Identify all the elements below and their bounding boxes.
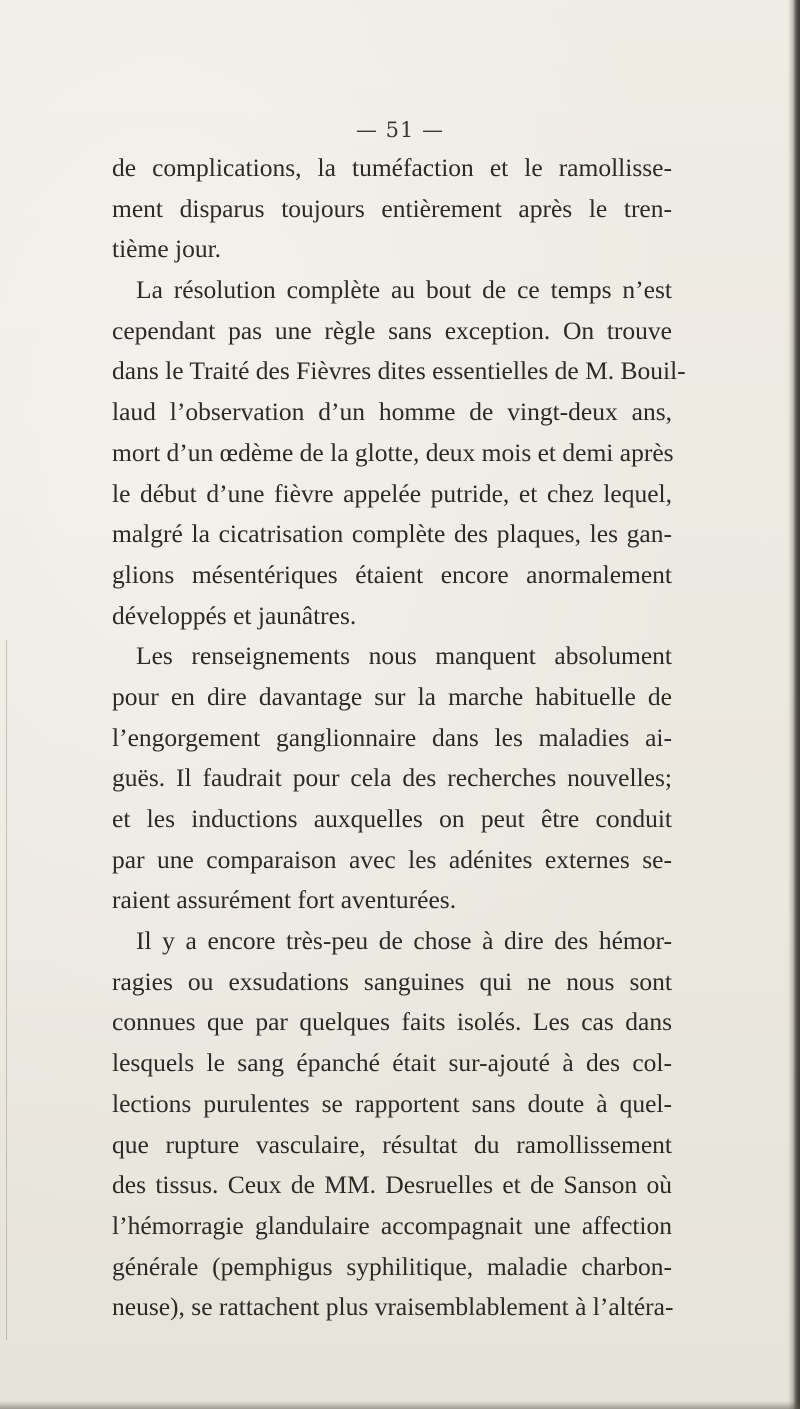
page-edge-shadow bbox=[788, 0, 800, 1409]
text-line: malgré la cicatrisation complète des plaques, les gan- bbox=[112, 519, 672, 549]
page-bottom-shadow bbox=[0, 1401, 800, 1409]
text-line: l’engorgement ganglionnaire dans les maladies ai- bbox=[112, 722, 672, 752]
text-line: lesquels le sang épanché était sur-ajouté à des col- bbox=[112, 1048, 672, 1078]
text-line: guës. Il faudrait pour cela des recherches nouvelles; bbox=[112, 763, 672, 793]
page-number: — 51 — bbox=[355, 118, 445, 142]
text-line: lections purulentes se rapportent sans doute à quel- bbox=[112, 1088, 672, 1118]
text-line: Les renseignements nous manquent absolument bbox=[136, 641, 672, 671]
text-line: Il y a encore très-peu de chose à dire des hémor- bbox=[136, 926, 672, 956]
text-line: pour en dire davantage sur la marche habituelle de bbox=[112, 681, 672, 711]
text-line: par une comparaison avec les adénites externes se- bbox=[112, 844, 672, 874]
text-line: ragies ou exsudations sanguines qui ne nous sont bbox=[112, 966, 672, 996]
text-line: dans le Traité des Fièvres dites essentielles de M. Bouil- bbox=[112, 356, 686, 386]
text-line: raient assurément fort aventurées. bbox=[112, 885, 457, 915]
text-line: glions mésentériques étaient encore anormalement bbox=[112, 559, 672, 589]
text-line: l’hémorragie glandulaire accompagnait une affection bbox=[112, 1210, 672, 1240]
text-line: laud l’observation d’un homme de vingt-deux ans, bbox=[112, 397, 672, 427]
text-line: générale (pemphigus syphilitique, maladie charbon- bbox=[112, 1251, 672, 1281]
margin-mark bbox=[6, 640, 7, 1340]
body-text bbox=[112, 148, 686, 1328]
text-line: La résolution complète au bout de ce temps n’est bbox=[136, 275, 672, 305]
text-line: le début d’une fièvre appelée putride, et chez lequel, bbox=[112, 478, 672, 508]
text-line: neuse), se rattachent plus vraisemblablement à l’altéra- bbox=[112, 1292, 674, 1322]
text-line: développés et jaunâtres. bbox=[112, 600, 357, 630]
text-line: et les inductions auxquelles on peut être conduit bbox=[112, 804, 672, 833]
text-line: cependant pas une règle sans exception. On trouve bbox=[112, 315, 672, 345]
text-line: ment disparus toujours entièrement après le tren- bbox=[112, 193, 672, 223]
text-line: des tissus. Ceux de MM. Desruelles et de Sanson où bbox=[112, 1170, 672, 1200]
text-line: mort d’un œdème de la glotte, deux mois et demi après bbox=[112, 437, 674, 467]
text-line: tième jour. bbox=[112, 234, 222, 264]
text-line: de complications, la tuméfaction et le ramollisse- bbox=[112, 153, 672, 182]
text-line: que rupture vasculaire, résultat du ramollissement bbox=[112, 1129, 672, 1159]
text-line: connues que par quelques faits isolés. Les cas dans bbox=[112, 1007, 672, 1037]
